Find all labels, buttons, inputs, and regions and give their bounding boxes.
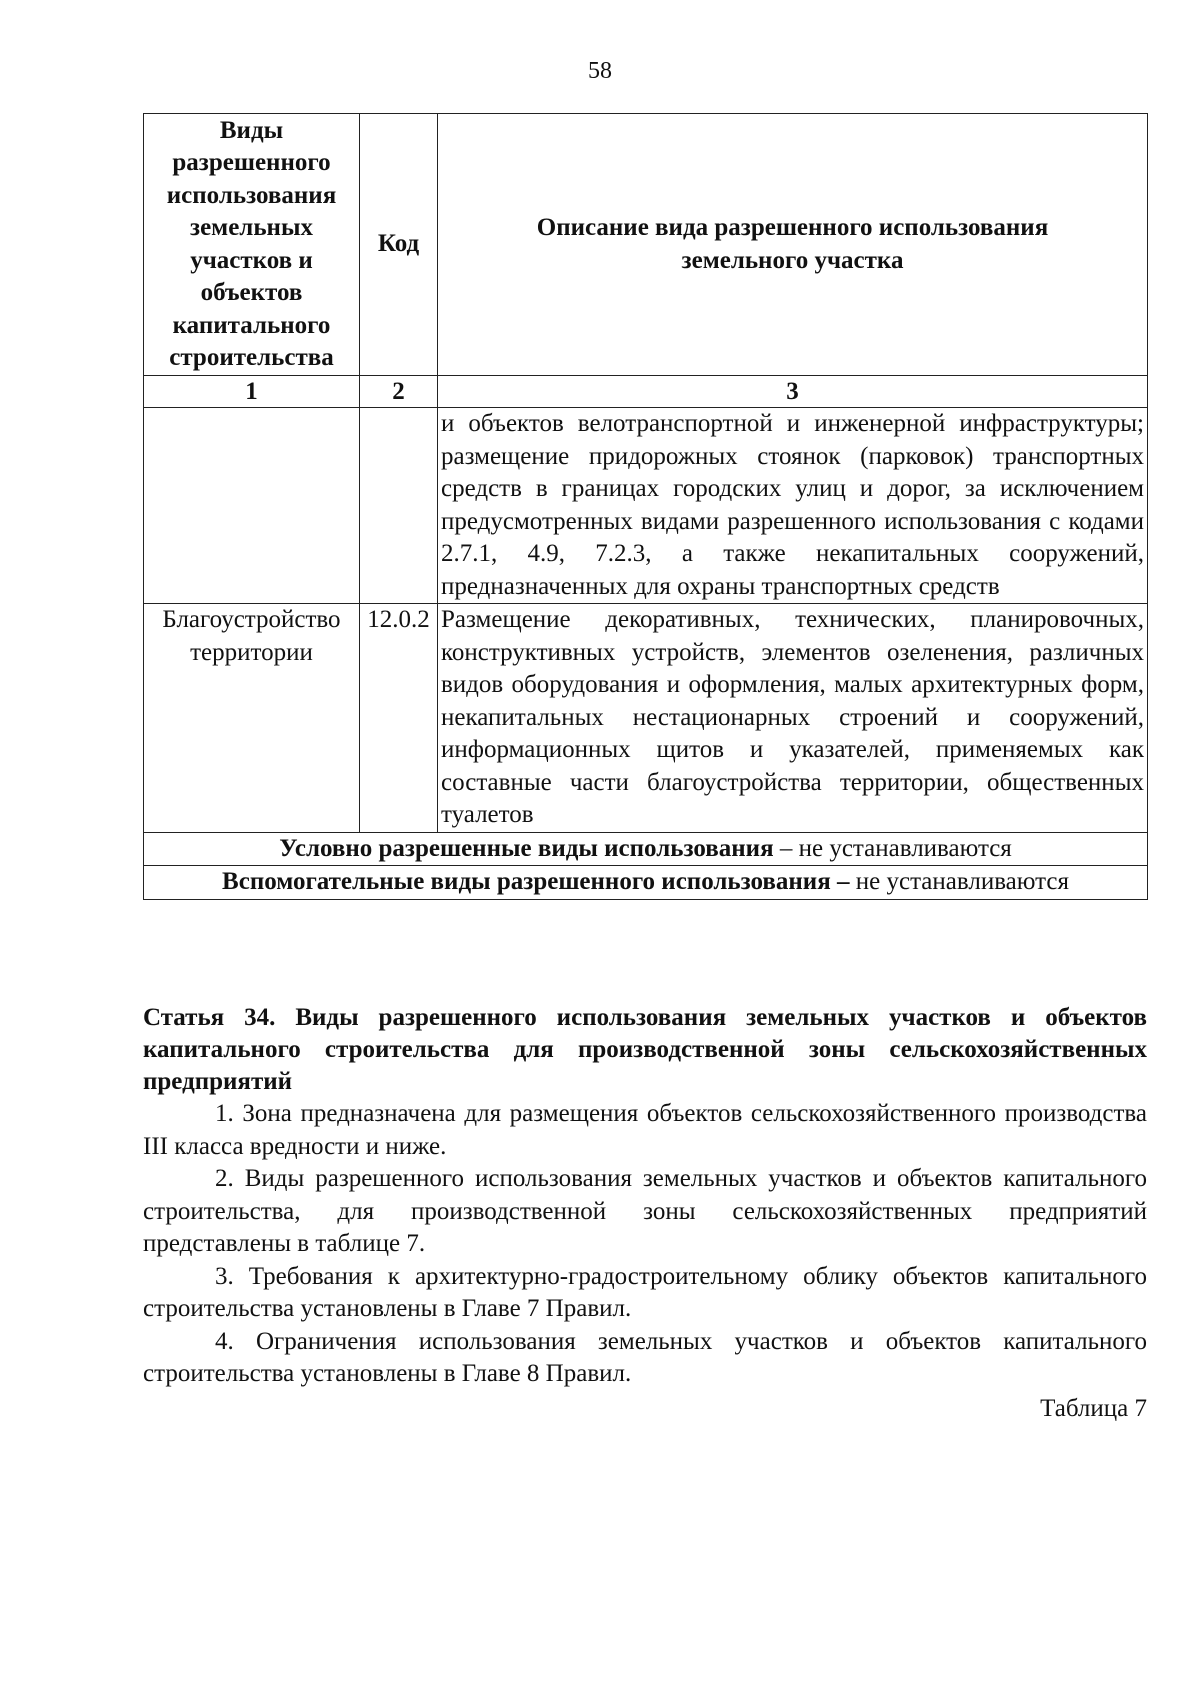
row-description: и объектов велотранспортной и инженерной инфраструктуры; размещение придорожных стоянок (парковок) транспортных средств в границах городских улиц и дорог, за исключением предусмотренных видами разрешенного использования с кодами 2.7.1, 4.9, 7.2.3, а также некапитальных сооружений, предназначенных для охраны транспортных средств <box>438 408 1148 604</box>
column-number-row <box>144 376 1148 408</box>
table-header-row <box>144 114 1148 376</box>
land-use-table <box>143 113 1148 900</box>
auxiliary-uses-value: не устанавливаются <box>849 868 1069 895</box>
article-paragraph: 3. Требования к архитектурно-градостроительному облику объектов капитального строительства установлены в Главе 7 Правил. <box>143 1262 1147 1322</box>
header-code: Код <box>360 114 438 376</box>
auxiliary-uses-label: Вспомогательные виды разрешенного использования – <box>222 868 850 895</box>
article-paragraph: 1. Зона предназначена для размещения объектов сельскохозяйственного производства III класса вредности и ниже. <box>143 1100 1147 1160</box>
table-caption: Таблица 7 <box>1040 1394 1147 1422</box>
table-row <box>144 408 1148 604</box>
table-row <box>144 604 1148 833</box>
column-number: 3 <box>438 376 1148 408</box>
row-name: Благоустройство территории <box>144 604 360 833</box>
article-paragraph: 4. Ограничения использования земельных участков и объектов капитального строительства установлены в Главе 8 Правил. <box>143 1327 1147 1387</box>
conditional-uses-label: Условно разрешенные виды использования <box>279 834 774 862</box>
conditional-uses-row <box>144 832 1148 866</box>
column-number: 2 <box>360 376 438 408</box>
row-code <box>360 408 438 604</box>
header-land-use-type: Виды разрешенного использования земельных участков и объектов капитального строительства <box>144 114 360 376</box>
conditional-uses-cell <box>144 832 1148 866</box>
header-description: Описание вида разрешенного использования земельного участка <box>438 114 1148 376</box>
page-number: 58 <box>588 58 612 84</box>
row-description: Размещение декоративных, технических, планировочных, конструктивных устройств, элементов озеленения, различных видов оборудования и оформления, малых архитектурных форм, некапитальных нестационарных строений и сооружений, информационных щитов и указателей, применяемых как составные части благоустройства территории, общественных туалетов <box>438 604 1148 833</box>
article-paragraph: 2. Виды разрешенного использования земельных участков и объектов капитального строительства, для производственной зоны сельскохозяйственных предприятий представлены в таблице 7. <box>143 1165 1147 1257</box>
column-number: 1 <box>144 376 360 408</box>
row-name <box>144 408 360 604</box>
conditional-uses-value: – не устанавливаются <box>773 834 1012 862</box>
article-heading: Статья 34. Виды разрешенного использования земельных участков и объектов капитального строительства для производственной зоны сельскохозяйственных предприятий <box>143 1004 1147 1095</box>
article-section <box>143 1002 1147 1425</box>
row-code: 12.0.2 <box>360 604 438 833</box>
auxiliary-uses-cell <box>144 866 1148 900</box>
auxiliary-uses-row <box>144 866 1148 900</box>
